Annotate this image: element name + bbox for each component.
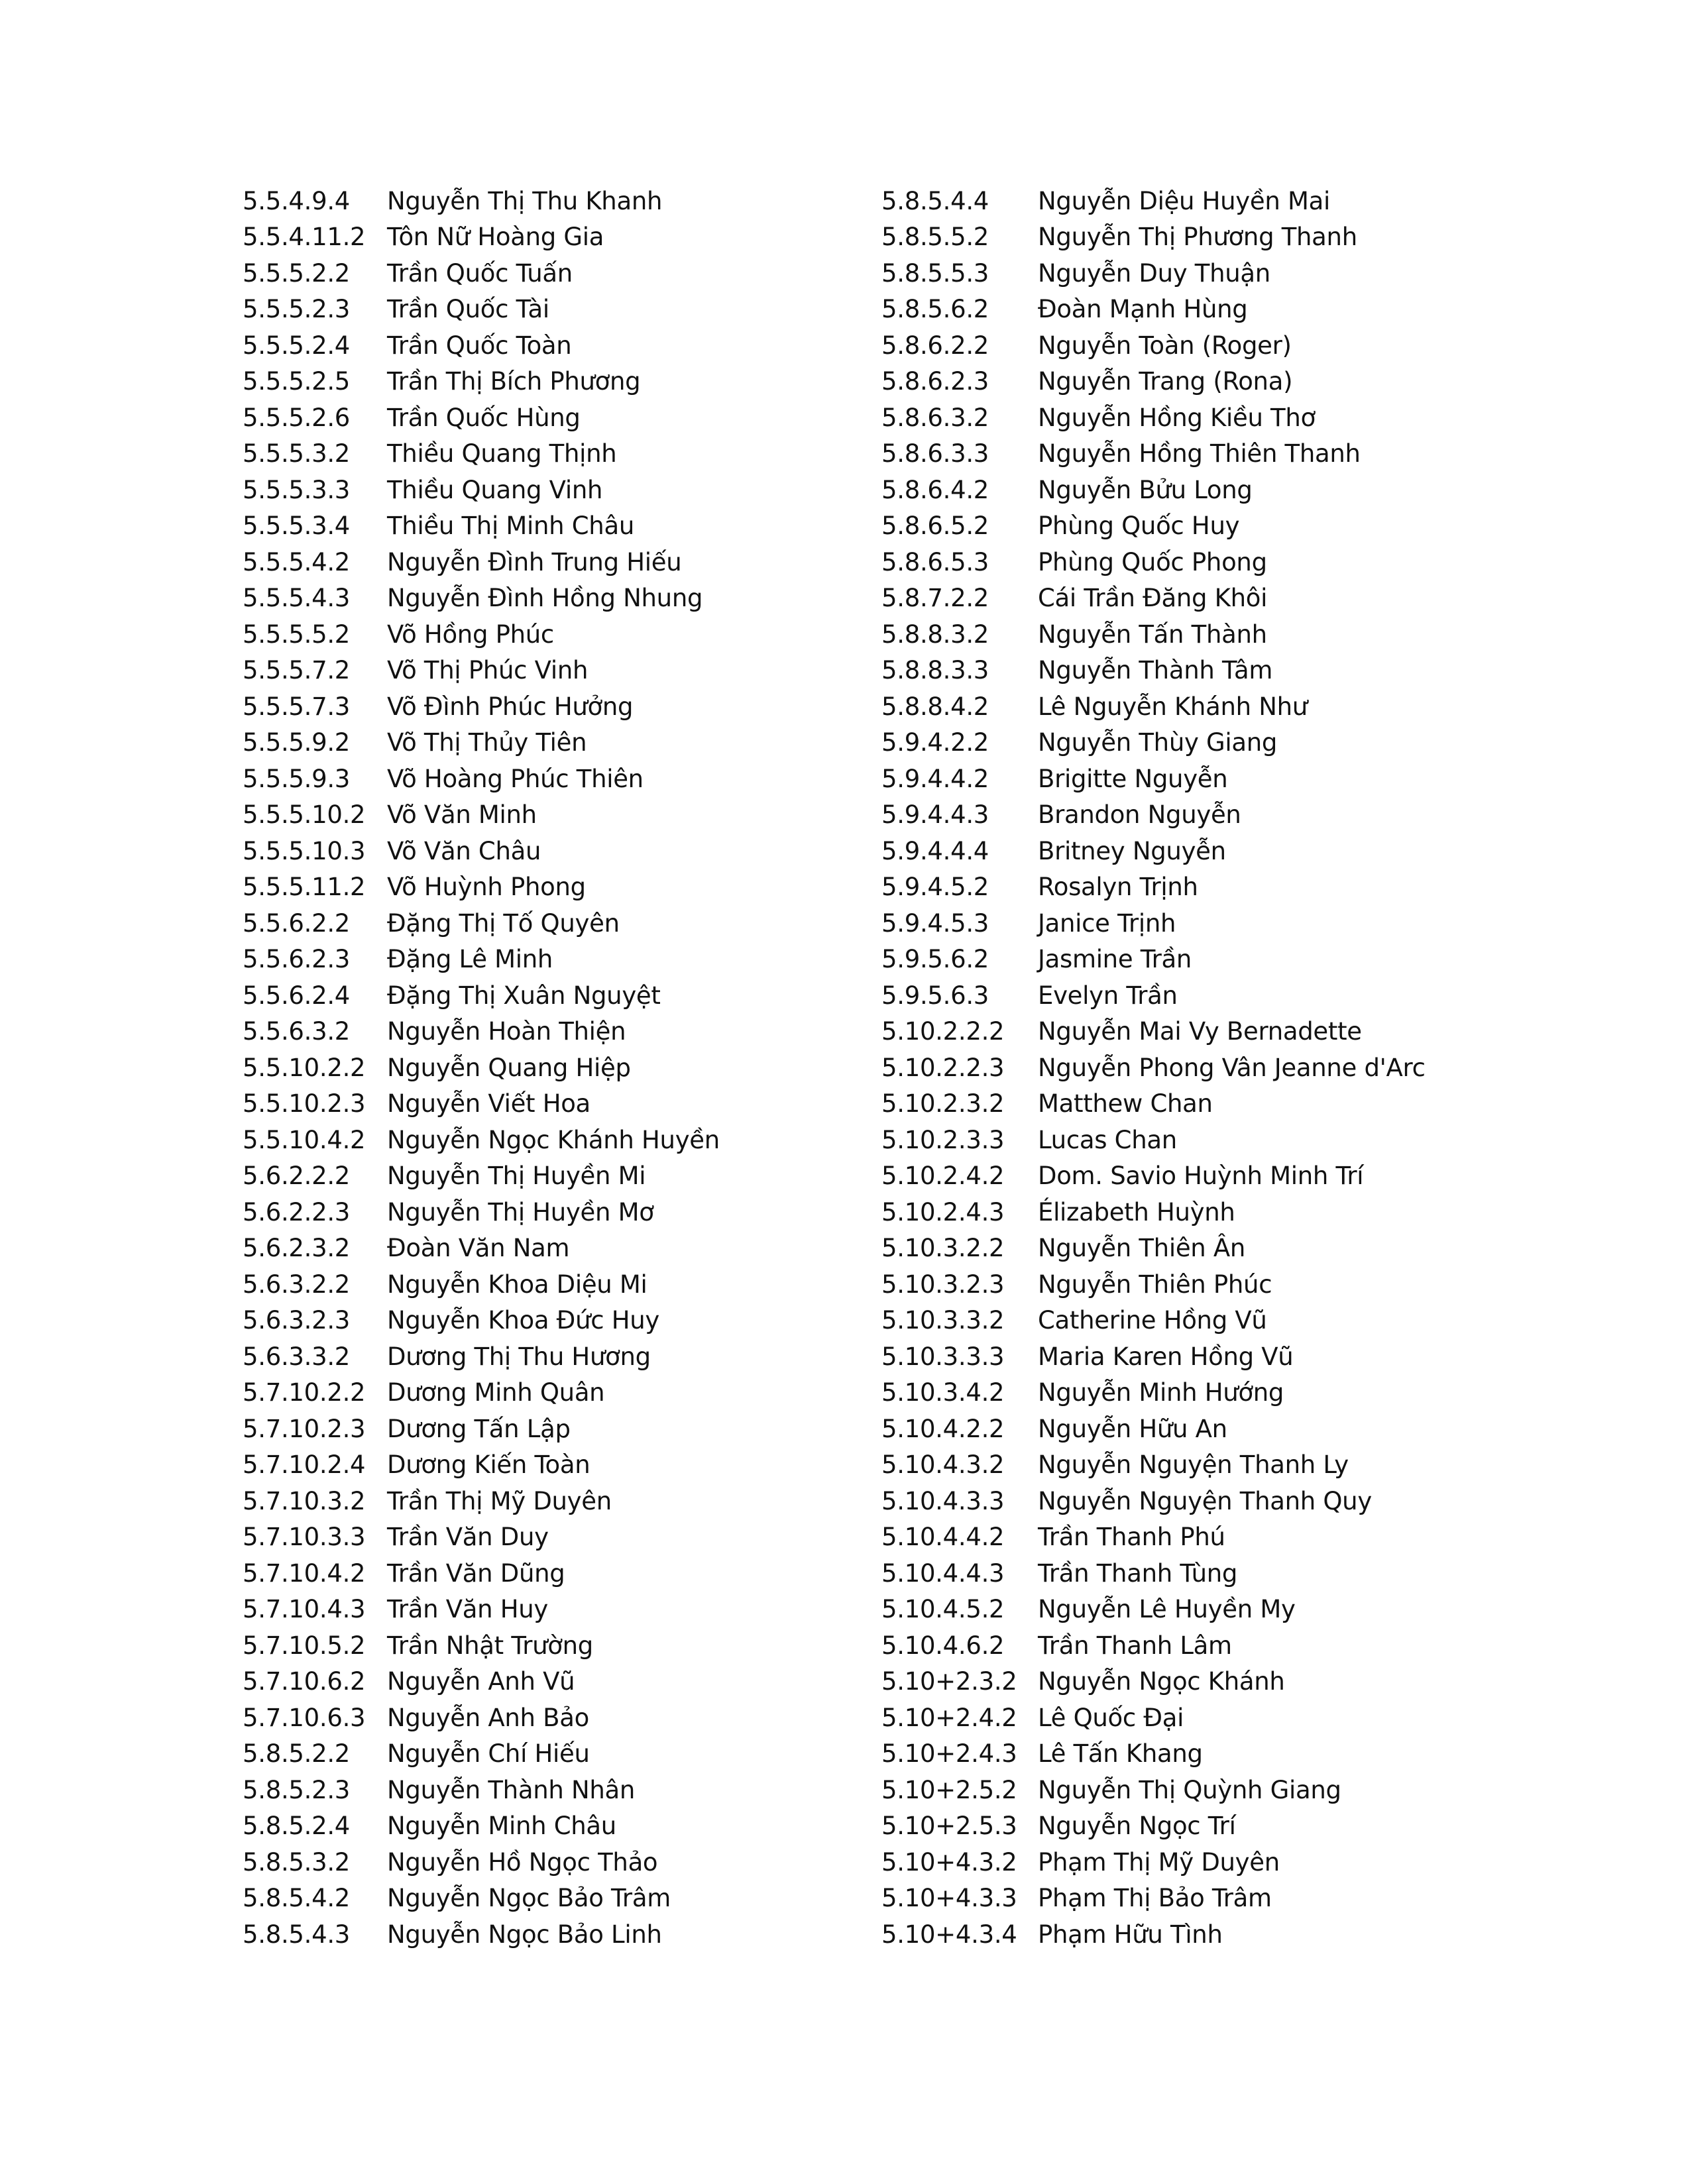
- list-item: [881, 942, 1544, 978]
- list-item: [243, 1916, 879, 1953]
- entry-code: 5.5.5.2.2: [243, 258, 351, 288]
- entry-name: Nguyễn Thành Nhân: [387, 1775, 636, 1804]
- entry-code: 5.5.10.2.2: [243, 1053, 366, 1082]
- entry-code: 5.10+4.3.4: [881, 1920, 1017, 1949]
- list-item: [243, 1881, 879, 1917]
- entry-code: 5.10+2.4.2: [881, 1703, 1017, 1732]
- entry-code: 5.7.10.3.2: [243, 1486, 366, 1515]
- list-item: [243, 1194, 879, 1230]
- entry-code: 5.10.3.2.2: [881, 1234, 1005, 1263]
- entry-code: 5.6.2.2.2: [243, 1162, 351, 1191]
- entry-name: Trần Văn Huy: [387, 1595, 549, 1624]
- entry-code: 5.10.4.6.2: [881, 1631, 1005, 1660]
- entry-name: Élizabeth Huỳnh: [1038, 1197, 1235, 1227]
- entry-name: Catherine Hồng Vũ: [1038, 1306, 1267, 1335]
- entry-name: Nguyễn Quang Hiệp: [387, 1053, 631, 1082]
- list-item: [243, 653, 879, 689]
- list-item: [881, 905, 1544, 942]
- entry-name: Lê Nguyễn Khánh Như: [1038, 692, 1308, 721]
- entry-code: 5.7.10.4.3: [243, 1595, 366, 1624]
- list-item: [881, 1916, 1544, 1953]
- entry-code: 5.5.6.2.3: [243, 945, 351, 974]
- entry-name: Matthew Chan: [1038, 1089, 1213, 1119]
- entry-code: 5.7.10.6.2: [243, 1667, 366, 1696]
- list-item: [881, 1230, 1544, 1267]
- list-item: [243, 1447, 879, 1484]
- list-item: [243, 1700, 879, 1736]
- entry-code: 5.10.4.5.2: [881, 1595, 1005, 1624]
- entry-code: 5.5.5.3.4: [243, 512, 351, 541]
- list-item: [881, 1266, 1544, 1303]
- entry-code: 5.5.5.9.2: [243, 728, 351, 757]
- entry-name: Trần Thanh Lâm: [1038, 1631, 1232, 1660]
- list-item: [881, 1014, 1544, 1050]
- entry-name: Nguyễn Mai Vy Bernadette: [1038, 1017, 1362, 1046]
- entry-code: 5.9.4.5.2: [881, 873, 989, 902]
- entry-code: 5.8.7.2.2: [881, 584, 989, 613]
- list-item: [881, 508, 1544, 545]
- list-item: [881, 255, 1544, 292]
- list-item: [881, 1881, 1544, 1917]
- entry-code: 5.10.3.4.2: [881, 1378, 1005, 1407]
- list-item: [881, 472, 1544, 508]
- entry-name: Võ Văn Minh: [387, 800, 537, 830]
- list-item: [881, 1627, 1544, 1664]
- entry-name: Dương Tấn Lập: [387, 1414, 571, 1443]
- entry-code: 5.8.8.3.3: [881, 656, 989, 685]
- entry-code: 5.6.2.3.2: [243, 1234, 351, 1263]
- list-item: [243, 255, 879, 292]
- entry-name: Đặng Thị Tố Quyên: [387, 908, 620, 938]
- list-item: [243, 1592, 879, 1628]
- list-item: [881, 1808, 1544, 1845]
- entry-code: 5.5.6.2.2: [243, 908, 351, 938]
- entry-name: Thiều Quang Vinh: [387, 475, 603, 504]
- entry-code: 5.6.2.2.3: [243, 1197, 351, 1227]
- entry-name: Nguyễn Hữu An: [1038, 1414, 1227, 1443]
- list-item: [881, 1303, 1544, 1339]
- entry-code: 5.9.5.6.3: [881, 981, 989, 1010]
- list-item: [243, 1303, 879, 1339]
- entry-name: Nguyễn Trang (Rona): [1038, 367, 1293, 396]
- list-item: [243, 1375, 879, 1411]
- list-item: [243, 1555, 879, 1592]
- list-item: [243, 977, 879, 1014]
- list-item: [243, 1772, 879, 1808]
- list-item: [881, 869, 1544, 906]
- entry-name: Nguyễn Ngọc Trí: [1038, 1812, 1236, 1841]
- right-column: [881, 183, 1544, 1953]
- entry-name: Nguyễn Ngọc Khánh: [1038, 1667, 1285, 1696]
- list-item: [243, 508, 879, 545]
- entry-name: Nguyễn Hồ Ngọc Thảo: [387, 1847, 658, 1877]
- entry-name: Võ Hồng Phúc: [387, 620, 554, 649]
- list-item: [243, 580, 879, 617]
- entry-name: Brigitte Nguyễn: [1038, 764, 1228, 793]
- entry-code: 5.6.3.2.2: [243, 1270, 351, 1299]
- entry-code: 5.7.10.4.2: [243, 1558, 366, 1588]
- list-item: [881, 436, 1544, 472]
- entry-name: Nguyễn Anh Vũ: [387, 1667, 575, 1696]
- entry-code: 5.10.2.2.3: [881, 1053, 1005, 1082]
- entry-code: 5.8.5.2.4: [243, 1812, 351, 1841]
- entry-name: Nguyễn Chí Hiếu: [387, 1739, 590, 1769]
- entry-name: Nguyễn Phong Vân Jeanne d'Arc: [1038, 1053, 1426, 1082]
- entry-name: Nguyễn Thị Phương Thanh: [1038, 223, 1357, 252]
- entry-code: 5.8.8.3.2: [881, 620, 989, 649]
- entry-code: 5.8.5.4.2: [243, 1884, 351, 1913]
- list-item: [243, 869, 879, 906]
- list-item: [881, 1158, 1544, 1195]
- list-item: [243, 1664, 879, 1700]
- entry-name: Nguyễn Hoàn Thiện: [387, 1017, 626, 1046]
- entry-name: Nguyễn Nguyện Thanh Quy: [1038, 1486, 1372, 1515]
- entry-code: 5.5.5.4.3: [243, 584, 351, 613]
- list-item: [243, 688, 879, 725]
- entry-name: Trần Thị Bích Phương: [387, 367, 641, 396]
- entry-name: Võ Thị Thủy Tiên: [387, 728, 587, 757]
- entry-name: Nguyễn Minh Châu: [387, 1812, 616, 1841]
- entry-name: Phạm Hữu Tình: [1038, 1920, 1223, 1949]
- list-item: [881, 1592, 1544, 1628]
- entry-name: Đoàn Văn Nam: [387, 1234, 570, 1263]
- entry-code: 5.6.3.2.3: [243, 1306, 351, 1335]
- list-item: [243, 942, 879, 978]
- left-column: [243, 183, 879, 1953]
- entry-code: 5.8.5.5.3: [881, 258, 989, 288]
- entry-name: Nguyễn Thành Tâm: [1038, 656, 1273, 685]
- entry-name: Nguyễn Ngọc Khánh Huyền: [387, 1125, 720, 1154]
- entry-code: 5.10+2.4.3: [881, 1739, 1017, 1769]
- entry-name: Phạm Thị Mỹ Duyên: [1038, 1847, 1280, 1877]
- entry-code: 5.7.10.3.3: [243, 1523, 366, 1552]
- entry-code: 5.10+2.3.2: [881, 1667, 1017, 1696]
- list-item: [243, 364, 879, 400]
- entry-code: 5.7.10.6.3: [243, 1703, 366, 1732]
- entry-code: 5.10.4.3.3: [881, 1486, 1005, 1515]
- entry-code: 5.5.5.4.2: [243, 547, 351, 576]
- entry-name: Trần Thanh Phú: [1038, 1523, 1225, 1552]
- entry-name: Võ Hoàng Phúc Thiên: [387, 764, 644, 793]
- list-item: [243, 1230, 879, 1267]
- entry-code: 5.10.2.3.3: [881, 1125, 1005, 1154]
- entry-code: 5.5.5.2.4: [243, 331, 351, 360]
- entry-code: 5.8.5.2.3: [243, 1775, 351, 1804]
- list-item: [881, 292, 1544, 328]
- entry-code: 5.5.5.9.3: [243, 764, 351, 793]
- list-item: [881, 1519, 1544, 1556]
- entry-code: 5.10+4.3.2: [881, 1847, 1017, 1877]
- list-item: [881, 977, 1544, 1014]
- list-item: [881, 1772, 1544, 1808]
- entry-code: 5.10.3.3.3: [881, 1342, 1005, 1371]
- entry-name: Evelyn Trần: [1038, 981, 1178, 1010]
- entry-code: 5.5.5.2.5: [243, 367, 351, 396]
- list-item: [243, 1808, 879, 1845]
- entry-code: 5.10.4.3.2: [881, 1450, 1005, 1480]
- entry-name: Nguyễn Diệu Huyền Mai: [1038, 186, 1330, 215]
- entry-name: Lê Quốc Đại: [1038, 1703, 1184, 1732]
- entry-name: Rosalyn Trịnh: [1038, 873, 1198, 902]
- entry-name: Nguyễn Anh Bảo: [387, 1703, 589, 1732]
- entry-name: Nguyễn Hồng Thiên Thanh: [1038, 439, 1361, 468]
- entry-code: 5.5.6.2.4: [243, 981, 351, 1010]
- entry-name: Võ Văn Châu: [387, 836, 541, 865]
- entry-name: Nguyễn Ngọc Bảo Trâm: [387, 1884, 671, 1913]
- entry-name: Trần Quốc Toàn: [387, 331, 572, 360]
- list-item: [243, 833, 879, 869]
- entry-name: Nguyễn Thị Huyền Mi: [387, 1162, 646, 1191]
- list-item: [881, 1375, 1544, 1411]
- list-item: [243, 1014, 879, 1050]
- list-item: [881, 1700, 1544, 1736]
- entry-code: 5.10.4.4.3: [881, 1558, 1005, 1588]
- list-item: [881, 1122, 1544, 1158]
- list-item: [243, 1844, 879, 1881]
- entry-code: 5.9.4.4.4: [881, 836, 989, 865]
- entry-code: 5.5.5.5.2: [243, 620, 351, 649]
- list-item: [881, 1194, 1544, 1230]
- entry-name: Nguyễn Thùy Giang: [1038, 728, 1278, 757]
- entry-name: Dom. Savio Huỳnh Minh Trí: [1038, 1162, 1364, 1191]
- entry-name: Nguyễn Minh Hướng: [1038, 1378, 1284, 1407]
- entry-name: Dương Minh Quân: [387, 1378, 605, 1407]
- entry-name: Trần Văn Dũng: [387, 1558, 565, 1588]
- entry-code: 5.8.6.3.3: [881, 439, 989, 468]
- list-item: [881, 1483, 1544, 1519]
- list-item: [243, 292, 879, 328]
- entry-code: 5.10.2.4.3: [881, 1197, 1005, 1227]
- entry-name: Lê Tấn Khang: [1038, 1739, 1203, 1769]
- entry-name: Nguyễn Tấn Thành: [1038, 620, 1267, 649]
- entry-name: Cái Trần Đăng Khôi: [1038, 584, 1268, 613]
- list-item: [881, 544, 1544, 580]
- entry-name: Dương Kiến Toàn: [387, 1450, 590, 1480]
- list-item: [881, 1555, 1544, 1592]
- entry-name: Đặng Thị Xuân Nguyệt: [387, 981, 661, 1010]
- entry-name: Trần Quốc Tuấn: [387, 258, 573, 288]
- entry-code: 5.8.6.2.3: [881, 367, 989, 396]
- entry-name: Võ Thị Phúc Vinh: [387, 656, 589, 685]
- entry-code: 5.8.5.5.2: [881, 223, 989, 252]
- entry-code: 5.8.8.4.2: [881, 692, 989, 721]
- list-item: [243, 1519, 879, 1556]
- list-item: [881, 364, 1544, 400]
- entry-code: 5.5.5.2.3: [243, 295, 351, 324]
- entry-name: Jasmine Trần: [1038, 945, 1192, 974]
- list-item: [243, 1086, 879, 1122]
- entry-name: Tôn Nữ Hoàng Gia: [387, 223, 604, 252]
- entry-name: Nguyễn Đình Hồng Nhung: [387, 584, 703, 613]
- entry-code: 5.7.10.5.2: [243, 1631, 366, 1660]
- entry-name: Nguyễn Khoa Đức Huy: [387, 1306, 659, 1335]
- entry-name: Nguyễn Thị Huyền Mơ: [387, 1197, 654, 1227]
- list-item: [881, 183, 1544, 219]
- entry-code: 5.7.10.2.4: [243, 1450, 366, 1480]
- list-item: [881, 400, 1544, 436]
- entry-code: 5.10.3.3.2: [881, 1306, 1005, 1335]
- entry-name: Thiều Thị Minh Châu: [387, 512, 634, 541]
- entry-code: 5.10.2.2.2: [881, 1017, 1005, 1046]
- list-item: [881, 833, 1544, 869]
- entry-name: Nguyễn Duy Thuận: [1038, 258, 1270, 288]
- entry-name: Dương Thị Thu Hương: [387, 1342, 651, 1371]
- entry-name: Trần Nhật Trường: [387, 1631, 593, 1660]
- list-item: [243, 544, 879, 580]
- list-item: [881, 580, 1544, 617]
- entry-code: 5.5.10.2.3: [243, 1089, 366, 1119]
- entry-name: Phùng Quốc Huy: [1038, 512, 1240, 541]
- list-item: [243, 219, 879, 256]
- entry-name: Nguyễn Toàn (Roger): [1038, 331, 1292, 360]
- entry-code: 5.5.5.11.2: [243, 873, 366, 902]
- entry-code: 5.9.5.6.2: [881, 945, 989, 974]
- entry-name: Trần Quốc Tài: [387, 295, 549, 324]
- entry-code: 5.8.5.3.2: [243, 1847, 351, 1877]
- list-item: [243, 436, 879, 472]
- list-item: [881, 761, 1544, 797]
- entry-name: Nguyễn Thiên Phúc: [1038, 1270, 1272, 1299]
- entry-code: 5.8.5.2.2: [243, 1739, 351, 1769]
- list-item: [881, 1664, 1544, 1700]
- entry-name: Maria Karen Hồng Vũ: [1038, 1342, 1294, 1371]
- entry-name: Nguyễn Ngọc Bảo Linh: [387, 1920, 662, 1949]
- list-item: [243, 1122, 879, 1158]
- list-item: [243, 1338, 879, 1375]
- entry-code: 5.5.10.4.2: [243, 1125, 366, 1154]
- entry-name: Trần Thanh Tùng: [1038, 1558, 1238, 1588]
- entry-name: Nguyễn Viết Hoa: [387, 1089, 590, 1119]
- entry-code: 5.5.5.10.2: [243, 800, 366, 830]
- list-item: [243, 797, 879, 834]
- list-item: [243, 761, 879, 797]
- entry-code: 5.8.6.4.2: [881, 475, 989, 504]
- list-item: [243, 183, 879, 219]
- entry-code: 5.8.6.5.2: [881, 512, 989, 541]
- entry-name: Nguyễn Đình Trung Hiếu: [387, 547, 682, 576]
- list-item: [243, 400, 879, 436]
- entry-name: Nguyễn Bửu Long: [1038, 475, 1253, 504]
- entry-code: 5.5.5.3.3: [243, 475, 351, 504]
- list-item: [881, 653, 1544, 689]
- entry-name: Phùng Quốc Phong: [1038, 547, 1267, 576]
- entry-code: 5.5.5.10.3: [243, 836, 366, 865]
- list-item: [881, 1411, 1544, 1447]
- entry-code: 5.9.4.4.2: [881, 764, 989, 793]
- list-item: [881, 219, 1544, 256]
- entry-code: 5.8.5.4.4: [881, 186, 989, 215]
- entry-name: Nguyễn Hồng Kiều Thơ: [1038, 403, 1316, 432]
- entry-name: Võ Đình Phúc Hưởng: [387, 692, 634, 721]
- entry-code: 5.5.5.7.2: [243, 656, 351, 685]
- list-item: [243, 905, 879, 942]
- list-item: [243, 725, 879, 761]
- list-item: [243, 472, 879, 508]
- entry-code: 5.10+4.3.3: [881, 1884, 1017, 1913]
- list-item: [881, 327, 1544, 364]
- entry-code: 5.8.5.4.3: [243, 1920, 351, 1949]
- entry-code: 5.9.4.2.2: [881, 728, 989, 757]
- entry-code: 5.10.2.4.2: [881, 1162, 1005, 1191]
- entry-name: Nguyễn Nguyện Thanh Ly: [1038, 1450, 1349, 1480]
- entry-code: 5.10.2.3.2: [881, 1089, 1005, 1119]
- entry-code: 5.5.5.7.3: [243, 692, 351, 721]
- entry-code: 5.8.5.6.2: [881, 295, 989, 324]
- list-item: [243, 1158, 879, 1195]
- entry-code: 5.9.4.5.3: [881, 908, 989, 938]
- entry-name: Nguyễn Khoa Diệu Mi: [387, 1270, 647, 1299]
- entry-code: 5.9.4.4.3: [881, 800, 989, 830]
- entry-code: 5.10.3.2.3: [881, 1270, 1005, 1299]
- list-item: [881, 1338, 1544, 1375]
- list-item: [881, 616, 1544, 653]
- entry-name: Trần Thị Mỹ Duyên: [387, 1486, 612, 1515]
- entry-name: Nguyễn Thị Quỳnh Giang: [1038, 1775, 1341, 1804]
- entry-name: Trần Văn Duy: [387, 1523, 549, 1552]
- entry-code: 5.5.6.3.2: [243, 1017, 351, 1046]
- list-item: [881, 725, 1544, 761]
- entry-code: 5.5.5.2.6: [243, 403, 351, 432]
- list-item: [243, 1266, 879, 1303]
- list-item: [881, 1447, 1544, 1484]
- entry-name: Đặng Lê Minh: [387, 945, 553, 974]
- entry-code: 5.10+2.5.3: [881, 1812, 1017, 1841]
- entry-name: Britney Nguyễn: [1038, 836, 1226, 865]
- list-item: [881, 688, 1544, 725]
- list-item: [243, 1050, 879, 1086]
- entry-code: 5.7.10.2.3: [243, 1414, 366, 1443]
- entry-code: 5.6.3.3.2: [243, 1342, 351, 1371]
- entry-name: Nguyễn Thị Thu Khanh: [387, 186, 663, 215]
- entry-code: 5.7.10.2.2: [243, 1378, 366, 1407]
- list-item: [243, 1736, 879, 1773]
- entry-name: Võ Huỳnh Phong: [387, 873, 586, 902]
- list-item: [881, 1736, 1544, 1773]
- entry-code: 5.5.4.9.4: [243, 186, 351, 215]
- list-item: [243, 616, 879, 653]
- list-item: [881, 1844, 1544, 1881]
- entry-code: 5.8.6.2.2: [881, 331, 989, 360]
- list-item: [881, 797, 1544, 834]
- entry-name: Lucas Chan: [1038, 1125, 1177, 1154]
- list-item: [243, 1411, 879, 1447]
- entry-name: Janice Trịnh: [1038, 908, 1176, 938]
- entry-name: Trần Quốc Hùng: [387, 403, 581, 432]
- entry-name: Đoàn Mạnh Hùng: [1038, 295, 1248, 324]
- entry-code: 5.10.4.2.2: [881, 1414, 1005, 1443]
- entry-code: 5.10.4.4.2: [881, 1523, 1005, 1552]
- entry-name: Phạm Thị Bảo Trâm: [1038, 1884, 1272, 1913]
- entry-code: 5.5.4.11.2: [243, 223, 366, 252]
- entry-code: 5.10+2.5.2: [881, 1775, 1017, 1804]
- list-item: [243, 1483, 879, 1519]
- entry-code: 5.8.6.3.2: [881, 403, 989, 432]
- entry-name: Nguyễn Lê Huyền My: [1038, 1595, 1296, 1624]
- entry-code: 5.8.6.5.3: [881, 547, 989, 576]
- entry-name: Thiều Quang Thịnh: [387, 439, 617, 468]
- entry-code: 5.5.5.3.2: [243, 439, 351, 468]
- list-item: [243, 1627, 879, 1664]
- list-item: [881, 1086, 1544, 1122]
- list-item: [881, 1050, 1544, 1086]
- entry-name: Nguyễn Thiên Ân: [1038, 1234, 1246, 1263]
- list-item: [243, 327, 879, 364]
- entry-name: Brandon Nguyễn: [1038, 800, 1241, 830]
